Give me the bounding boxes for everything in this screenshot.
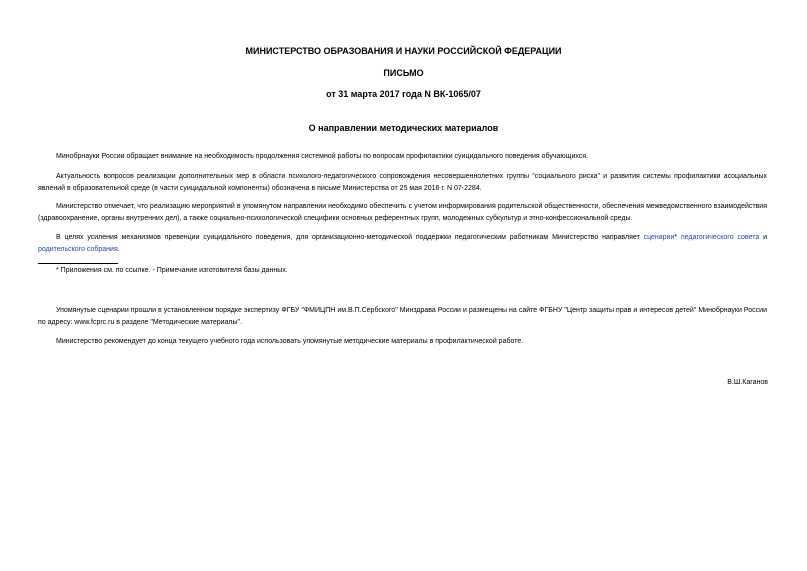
parent-meeting-link[interactable]: родительского собрания [38,246,118,253]
footnote-marker: * [674,234,678,241]
paragraph-4 [38,232,767,256]
paragraph-4-end: . [117,246,120,253]
scenarios-link[interactable]: сценарии [643,234,675,241]
ministry-heading: МИНИСТЕРСТВО ОБРАЗОВАНИЯ И НАУКИ РОССИЙСКОЙ ФЕДЕРАЦИИ [245,46,562,56]
paragraph-3: Министерство отмечает, что реализацию мероприятий в упомянутом направлении необходимо обеспечить с учетом информирования родительской общественности, обеспечения межведомственного взаимодействия (здравоохранение, органы внутренних дел), а также социально-психологической специфики основных референтных групп, молодежных субкультур и этно-конфессиональной среды. [38,203,767,222]
paragraph-4-text: В целях усиления механизмов превенции суицидального поведения, для организационно-методической поддержки педагогическим работникам Министерство направляет [56,234,644,241]
paragraph-1: Минобрнауки России обращает внимание на необходимость продолжения системной работы по вопросам профилактики суицидального поведения обучающихся. [56,153,589,160]
footnote-text: * Приложения см. по ссылке. - Примечание изготовителя базы данных. [56,267,288,274]
conjunction-text: и [759,234,768,241]
pedagogical-council-link[interactable]: педагогического совета [680,234,760,241]
paragraph-6: Министерство рекомендует до конца текущего учебного года использовать упомянутые методические материалы в профилактической работе. [56,338,524,345]
subject-heading: О направлении методических материалов [308,123,499,133]
paragraph-5: Упомянутые сценарии прошли в установленном порядке экспертизу ФГБУ "ФМИЦПН им.В.П.Сербского" Минздрава России и размещены на сайте ФГБНУ "Центр защиты прав и интересов детей" Минобрнауки России по адресу: www.fcprc.ru в разделе "Методические материалы". [38,307,767,326]
paragraph-2: Актуальность вопросов реализации дополнительных мер в области психолого-педагогического сопровождения несовершеннолетних группы "социального риска" и развития системы профилактики асоциальных явлений в образовательной среде (в части суицидальной компоненты) обозначена в письме Министерства от 25 мая 2016 г. N 07-2284. [38,173,767,192]
date-number-heading: от 31 марта 2017 года N ВК-1065/07 [326,89,481,99]
footnote-divider [38,263,118,264]
signature: В.Ш.Каганов [727,379,768,386]
document-type-heading: ПИСЬМО [383,68,424,78]
